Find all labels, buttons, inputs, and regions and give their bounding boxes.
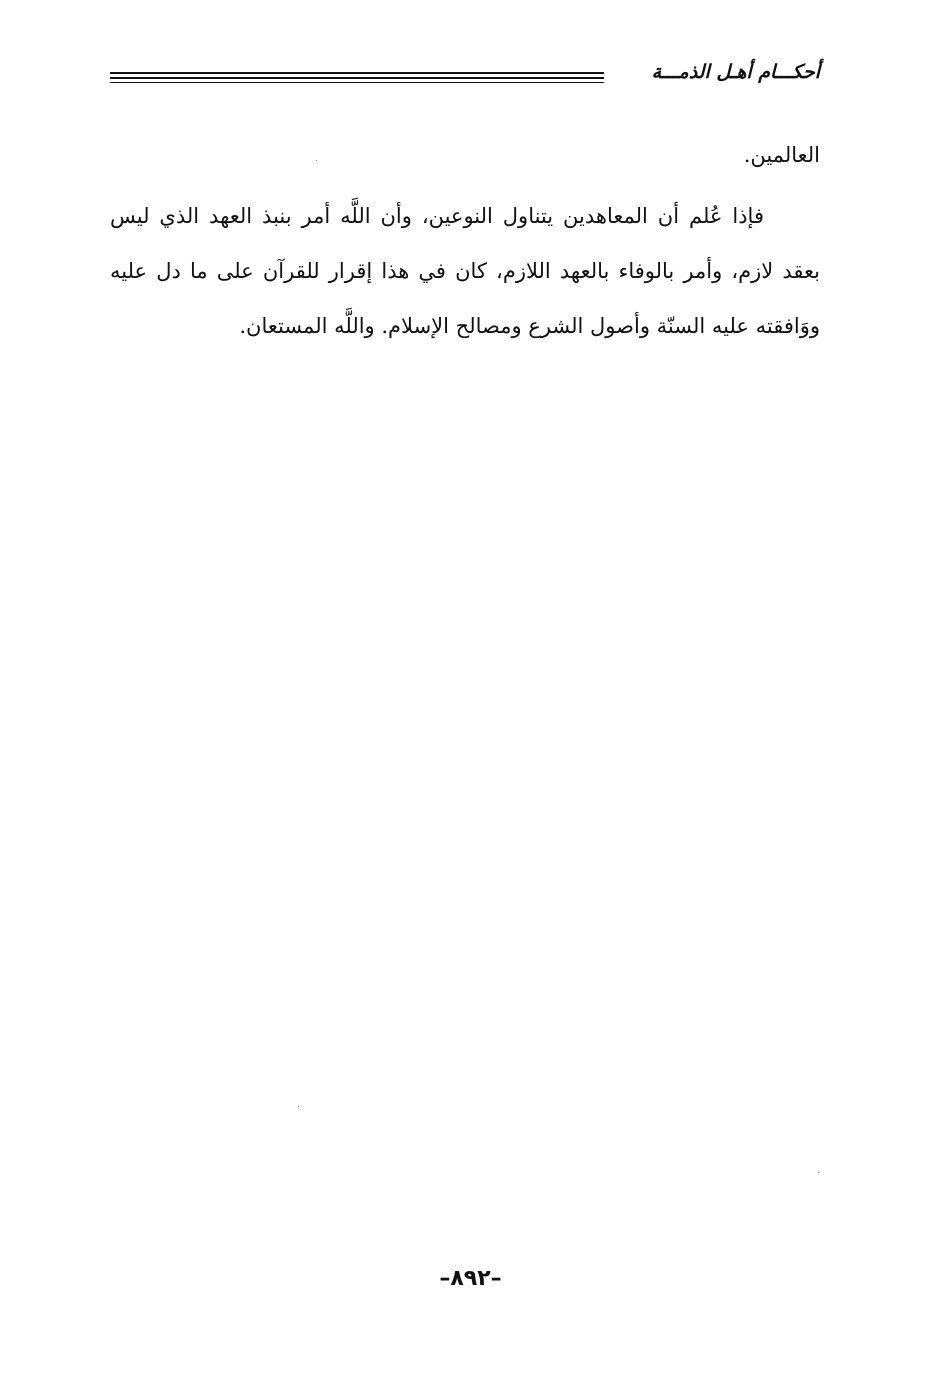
- page-body: [110, 128, 820, 354]
- header-rule: [110, 82, 604, 83]
- header-rule: [110, 72, 604, 74]
- book-title: أحكـــام أهـل الذمـــة: [651, 61, 820, 83]
- header-rule: [110, 77, 604, 79]
- paragraph-continuation: العالمين.: [743, 143, 820, 167]
- running-header: [110, 58, 820, 92]
- page-number: –٨٩٢–: [439, 1266, 502, 1291]
- scan-speck: [818, 1172, 819, 1173]
- paragraph: فإذا عُلم أن المعاهدين يتناول النوعين، وأن اللَّه أمر بنبذ العهد الذي ليس بعقد لازم، وأمر بالوفاء بالعهد اللازم، كان في هذا إقرار للقرآن على ما دل عليه ووَافقته عليه السنّة وأصول الشرع ومصالح الإسلام. واللَّه المستعان.: [110, 204, 821, 338]
- scan-speck: [316, 160, 317, 161]
- scan-speck: [298, 1106, 299, 1107]
